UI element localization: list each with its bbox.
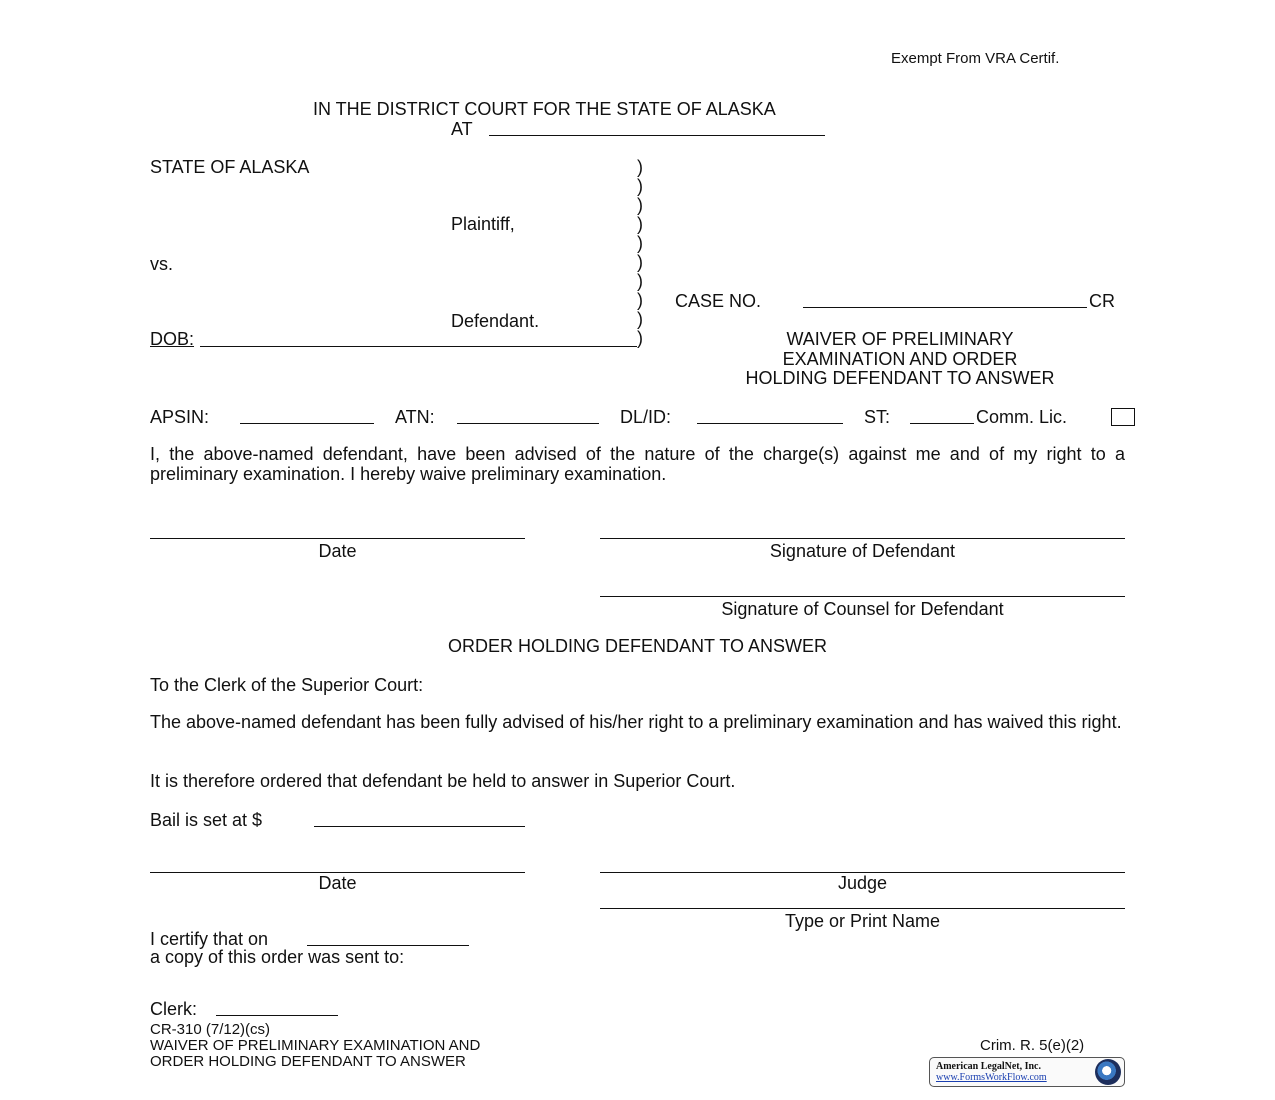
comm-lic-checkbox[interactable] xyxy=(1111,408,1135,426)
judge-label: Judge xyxy=(837,873,888,893)
print-name-label: Type or Print Name xyxy=(784,911,941,931)
footer-title-line1: WAIVER OF PRELIMINARY EXAMINATION AND xyxy=(150,1037,481,1054)
comm-lic-label: Comm. Lic. xyxy=(976,407,1068,427)
plaintiff-name: STATE OF ALASKA xyxy=(150,157,310,177)
counsel-signature-field[interactable] xyxy=(600,596,1125,597)
dob-label: DOB: xyxy=(150,329,195,349)
doc-title-line1: WAIVER OF PRELIMINARY xyxy=(786,329,1014,349)
dlid-field[interactable] xyxy=(697,423,843,424)
case-no-field[interactable] xyxy=(803,307,1087,308)
order-date-label: Date xyxy=(318,873,357,893)
defendant-signature-label: Signature of Defendant xyxy=(769,541,956,561)
certify-date-field[interactable] xyxy=(307,945,469,946)
caption-paren: ) xyxy=(637,195,643,215)
at-label: AT xyxy=(451,119,473,139)
court-title: IN THE DISTRICT COURT FOR THE STATE OF ALASKA xyxy=(313,99,776,119)
caption-paren: ) xyxy=(637,157,643,177)
clerk-label: Clerk: xyxy=(150,999,198,1019)
apsin-field[interactable] xyxy=(240,423,374,424)
logo-url[interactable]: www.FormsWorkFlow.com xyxy=(936,1072,1047,1083)
order-salutation: To the Clerk of the Superior Court: xyxy=(150,675,424,695)
waiver-date-field[interactable] xyxy=(150,538,525,539)
st-label: ST: xyxy=(864,407,891,427)
certify-line2: a copy of this order was sent to: xyxy=(150,947,405,967)
bail-label: Bail is set at $ xyxy=(150,810,263,830)
logo-name: American LegalNet, Inc. xyxy=(936,1061,1041,1072)
caption-paren: ) xyxy=(637,271,643,291)
rule-citation: Crim. R. 5(e)(2) xyxy=(980,1037,1085,1054)
plaintiff-label: Plaintiff, xyxy=(451,214,515,234)
caption-paren: ) xyxy=(637,176,643,196)
defendant-signature-field[interactable] xyxy=(600,538,1125,539)
doc-title-line2: EXAMINATION AND ORDER xyxy=(782,349,1018,369)
caption-paren: ) xyxy=(637,290,643,310)
caption-paren: ) xyxy=(637,252,643,272)
exempt-note: Exempt From VRA Certif. xyxy=(891,50,1060,67)
certify-line1: I certify that on xyxy=(150,929,269,949)
dlid-label: DL/ID: xyxy=(620,407,672,427)
caption-paren: ) xyxy=(637,328,643,348)
case-no-label: CASE NO. xyxy=(675,291,762,311)
counsel-signature-label: Signature of Counsel for Defendant xyxy=(721,599,1004,619)
order-ordered-text: It is therefore ordered that defendant be held to answer in Superior Court. xyxy=(150,771,736,791)
atn-label: ATN: xyxy=(395,407,435,427)
order-advised-text: The above-named defendant has been fully advised of his/her right to a preliminary examination and has waived this right. xyxy=(150,712,1122,732)
vs-label: vs. xyxy=(150,254,174,274)
footer-title-line2: ORDER HOLDING DEFENDANT TO ANSWER xyxy=(150,1053,466,1070)
bail-amount-field[interactable] xyxy=(314,826,525,827)
caption-paren: ) xyxy=(637,309,643,329)
globe-icon xyxy=(1095,1059,1121,1085)
publisher-logo[interactable] xyxy=(929,1057,1125,1087)
waiver-date-label: Date xyxy=(318,541,357,561)
st-field[interactable] xyxy=(910,423,974,424)
court-location-field[interactable] xyxy=(489,135,825,136)
clerk-field[interactable] xyxy=(216,1015,338,1016)
form-number: CR-310 (7/12)(cs) xyxy=(150,1021,271,1038)
atn-field[interactable] xyxy=(457,423,599,424)
print-name-field[interactable] xyxy=(600,908,1125,909)
doc-title-line3: HOLDING DEFENDANT TO ANSWER xyxy=(745,368,1055,388)
apsin-label: APSIN: xyxy=(150,407,210,427)
order-heading: ORDER HOLDING DEFENDANT TO ANSWER xyxy=(447,636,828,656)
caption-paren: ) xyxy=(637,233,643,253)
dob-field[interactable] xyxy=(200,346,637,347)
defendant-label: Defendant. xyxy=(451,311,540,331)
caption-paren: ) xyxy=(637,214,643,234)
case-suffix: CR xyxy=(1089,291,1115,311)
waiver-statement: I, the above-named defendant, have been advised of the nature of the charge(s) against me and of my right to a preliminary examination. I hereby waive preliminary examination. xyxy=(150,444,1125,484)
